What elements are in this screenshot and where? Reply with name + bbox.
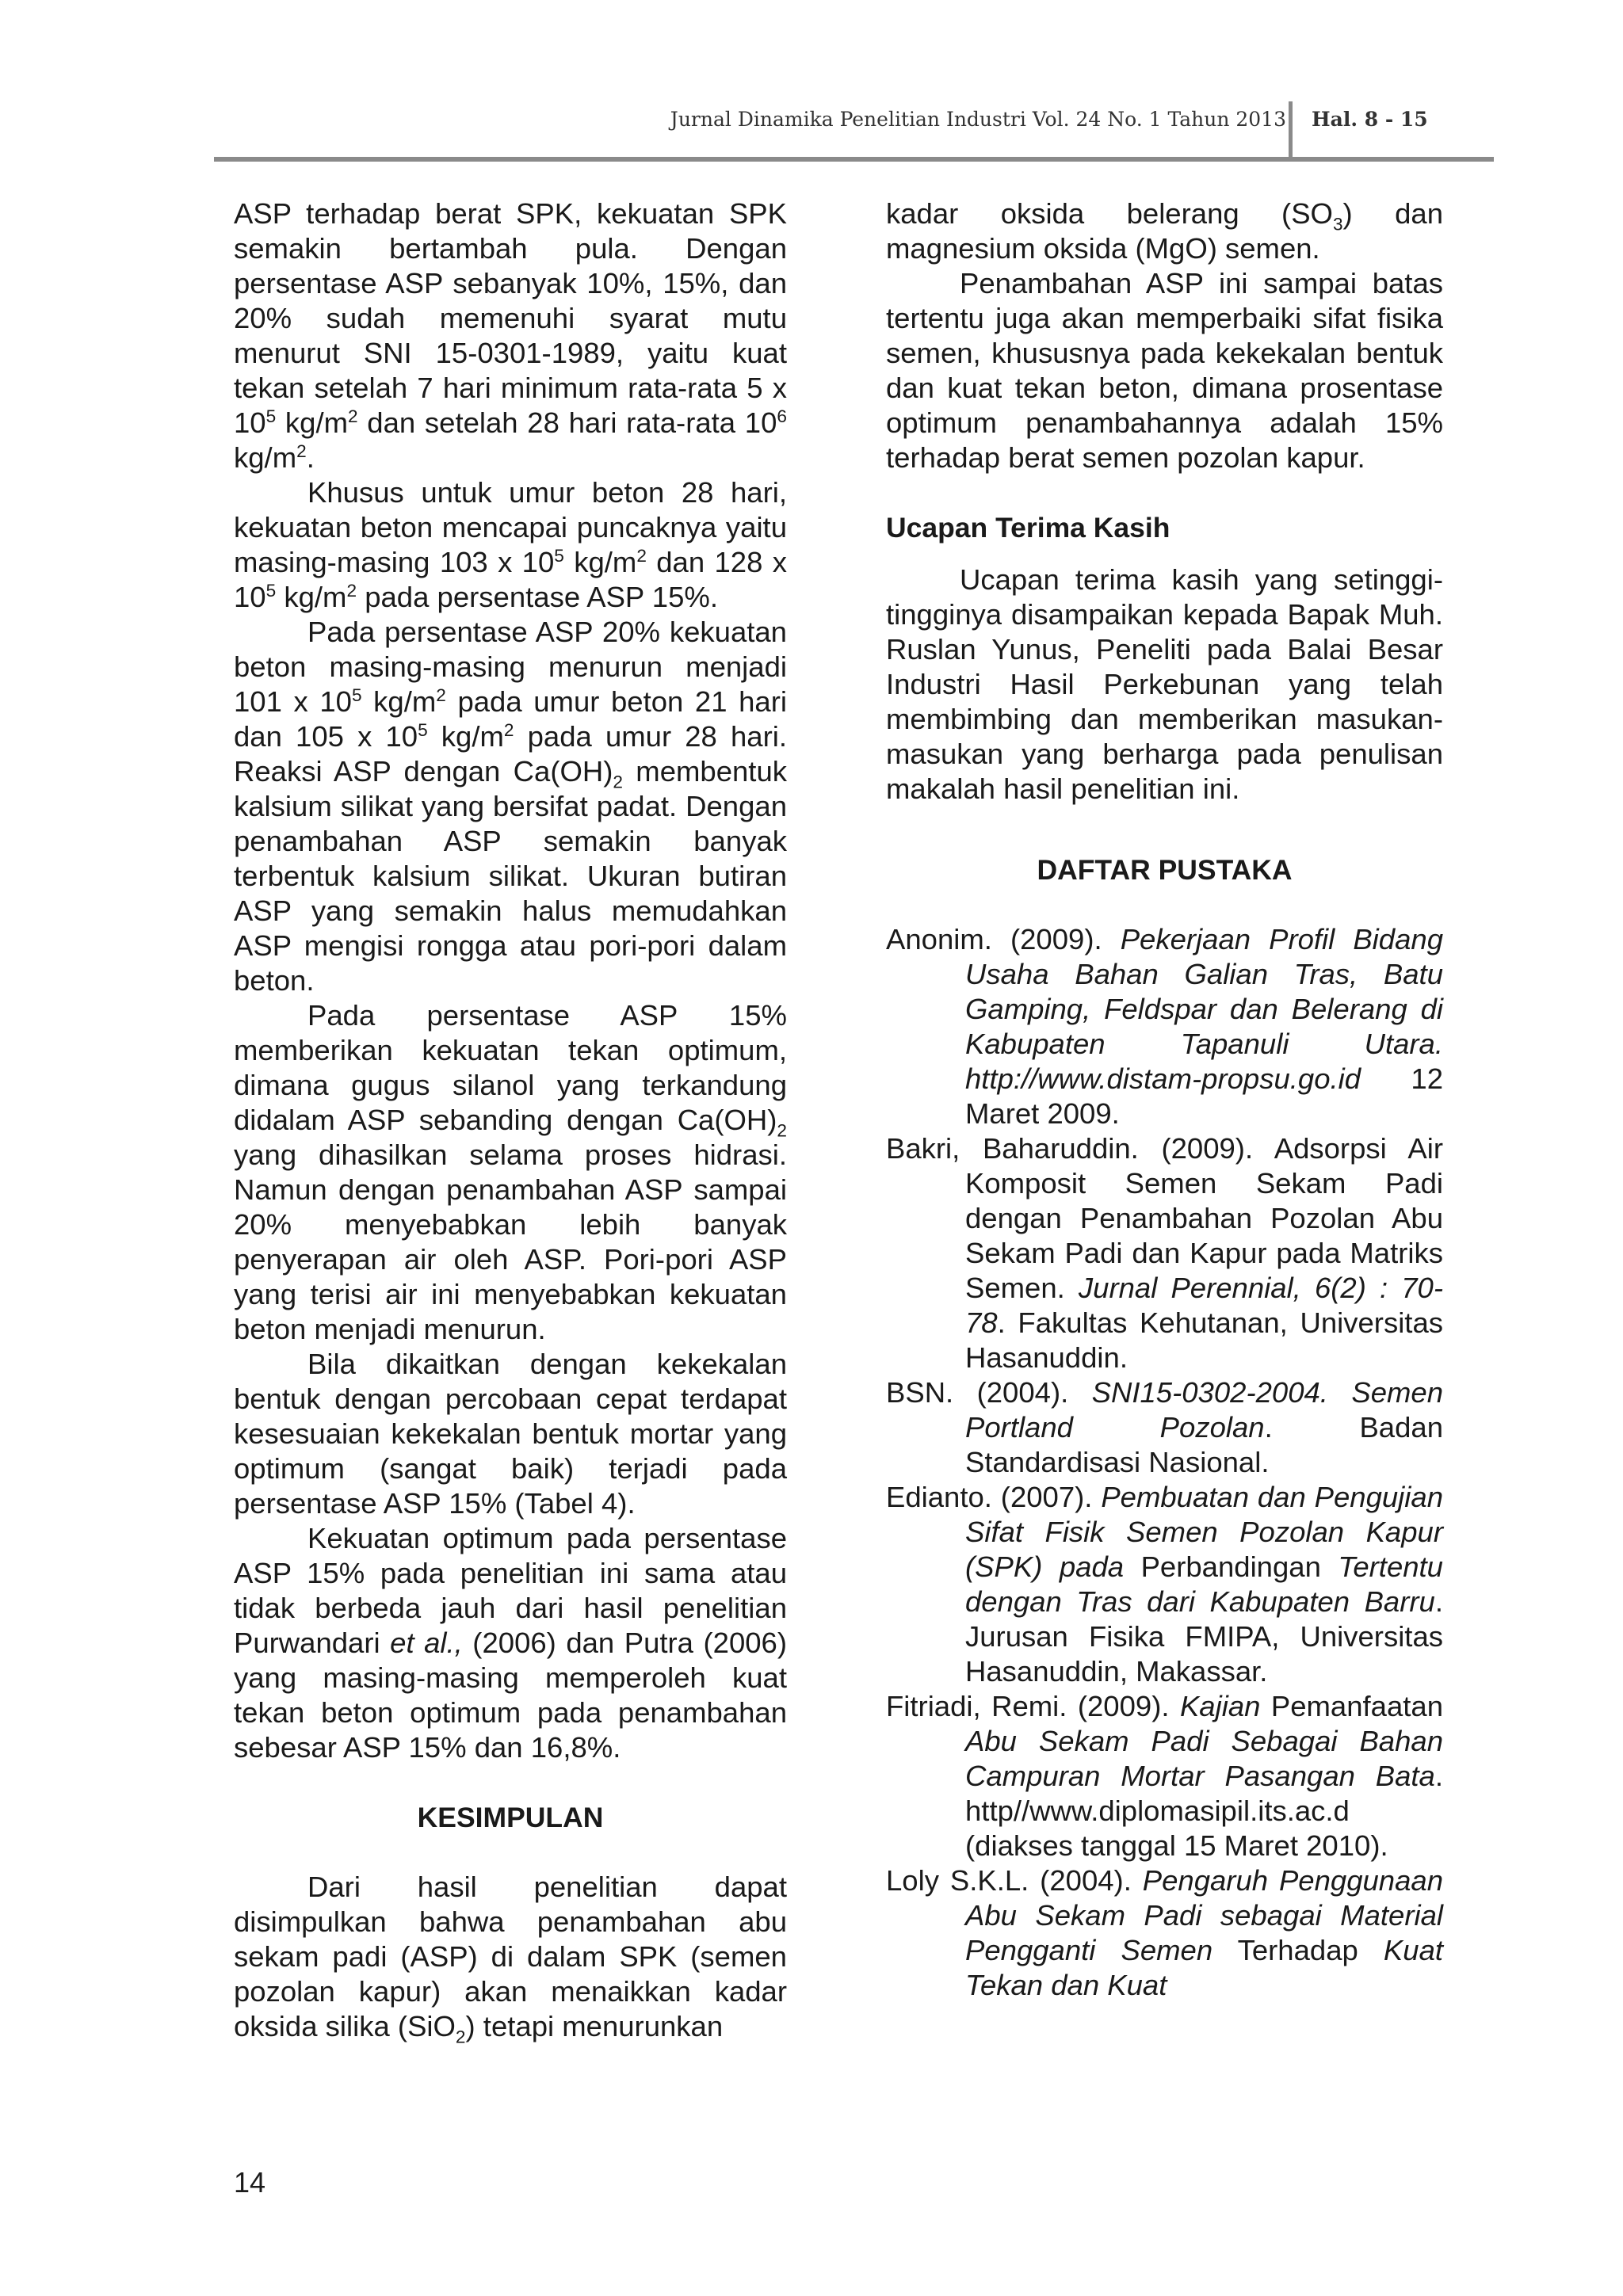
page-range: Hal. 8 - 15 xyxy=(1312,108,1428,131)
reference-item: Edianto. (2007). Pembuatan dan Pengujian Sifat Fisik Semen Pozolan Kapur (SPK) pada Perbandingan Tertentu dengan Tras dari Kabupaten Barru. Jurusan Fisika FMIPA, Universitas Hasanuddin, Makassar. xyxy=(886,1481,1443,1688)
paragraph: Khusus untuk umur beton 28 hari, kekuatan beton mencapai puncaknya yaitu masing-masing 103 x $10^5$ $kg/m^2$ dan 128 x $10^5$ $kg/m^2$ pada persentase ASP 15%. xyxy=(234,476,787,613)
paragraph: Penambahan ASP ini sampai batas tertentu juga akan memperbaiki sifat fisika semen, khususnya pada kekekalan bentuk dan kuat tekan beton, dimana prosentase optimum penambahannya adalah 15% terhadap berat semen pozolan kapur. xyxy=(886,267,1443,474)
journal-title: Jurnal Dinamika Penelitian Industri Vol. 24 No. 1 Tahun 2013 xyxy=(670,108,1286,131)
left-column xyxy=(234,196,788,2047)
reference-item: Anonim. (2009). Pekerjaan Profil Bidang Usaha Bahan Galian Tras, Batu Gamping, Feldspar dan Belerang di Kabupaten Tapanuli Utara. http://www.distam-propsu.go.id 12 Maret 2009. xyxy=(886,923,1443,1130)
right-column xyxy=(886,196,1443,2003)
page-number: 14 xyxy=(234,2166,266,2199)
paragraph: Pada persentase ASP 20% kekuatan beton masing-masing menurun menjadi 101 x $10^5$ $kg/m^2$ pada umur beton 21 hari dan 105 x $10^5$ $kg/m^2$ pada umur 28 hari. Reaksi ASP dengan $Ca(OH)_2$ membentuk kalsium silikat yang bersifat padat. Dengan penambahan ASP semakin banyak terbentuk kalsium silikat. Ukuran butiran ASP yang semakin halus memudahkan ASP mengisi rongga atau pori-pori dalam beton. xyxy=(234,616,787,997)
section-heading-daftar-pustaka: DAFTAR PUSTAKA xyxy=(1037,854,1293,886)
reference-item: Bakri, Baharuddin. (2009). Adsorpsi Air Komposit Semen Sekam Padi dengan Penambahan Pozolan Abu Sekam Padi dan Kapur pada Matriks Semen. Jurnal Perennial, 6(2) : 70-78. Fakultas Kehutanan, Universitas Hasanuddin. xyxy=(886,1132,1443,1374)
section-heading-ucapan-terima-kasih: Ucapan Terima Kasih xyxy=(886,512,1170,543)
reference-item: BSN. (2004). SNI15-0302-2004. Semen Portland Pozolan. Badan Standardisasi Nasional. xyxy=(886,1376,1443,1478)
paragraph: Kekuatan optimum pada persentase ASP 15% pada penelitian ini sama atau tidak berbeda jauh dari hasil penelitian Purwandari et al., (2006) dan Putra (2006) yang masing-masing memperoleh kuat tekan beton optimum pada penambahan sebesar ASP 15% dan 16,8%. xyxy=(234,1522,788,1764)
running-header xyxy=(214,101,1494,165)
reference-item: Fitriadi, Remi. (2009). Kajian Pemanfaatan Abu Sekam Padi Sebagai Bahan Campuran Mortar Pasangan Bata. http//www.diplomasipil.its.ac.d (diakses tanggal 15 Maret 2010). xyxy=(886,1690,1443,1862)
paragraph: Ucapan terima kasih yang setinggi-tingginya disampaikan kepada Bapak Muh. Ruslan Yunus, Peneliti pada Balai Besar Industri Hasil Perkebunan yang telah membimbing dan memberikan masukan-masukan yang berharga pada penulisan makalah hasil penelitian ini. xyxy=(886,563,1443,805)
paragraph: kadar oksida belerang $(SO_3)$ dan magnesium oksida (MgO) semen. xyxy=(886,197,1443,265)
paragraph: Pada persentase ASP 15% memberikan kekuatan tekan optimum, dimana gugus silanol yang terkandung didalam ASP sebanding dengan $Ca(OH)_2$ yang dihasilkan selama proses hidrasi. Namun dengan penambahan ASP sampai 20% menyebabkan lebih banyak penyerapan air oleh ASP. Pori-pori ASP yang terisi air ini menyebabkan kekuatan beton menjadi menurun. xyxy=(234,999,787,1345)
header-divider xyxy=(1289,101,1293,161)
paragraph: Bila dikaitkan dengan kekekalan bentuk dengan percobaan cepat terdapat kesesuaian kekekalan bentuk mortar yang optimum (sangat baik) terjadi pada persentase ASP 15% (Tabel 4). xyxy=(234,1348,787,1520)
header-rule xyxy=(214,157,1494,162)
reference-item: Loly S.K.L. (2004). Pengaruh Penggunaan Abu Sekam Padi sebagai Material Pengganti Semen Terhadap Kuat Tekan dan Kuat xyxy=(886,1864,1444,2001)
section-heading-kesimpulan: KESIMPULAN xyxy=(417,1802,604,1833)
paragraph: Dari hasil penelitian dapat disimpulkan bahwa penambahan abu sekam padi (ASP) di dalam SPK (semen pozolan kapur) akan menaikkan kadar oksida silika (SiO$_2$) tetapi menurunkan xyxy=(234,1871,787,2047)
paragraph: ASP terhadap berat SPK, kekuatan SPK semakin bertambah pula. Dengan persentase ASP sebanyak 10%, 15%, dan 20% sudah memenuhi syarat mutu menurut SNI 15-0301-1989, yaitu kuat tekan setelah 7 hari minimum rata-rata 5 x $10^5$ $kg/m^2$ dan setelah 28 hari rata-rata $10^6$ $kg/m^2$. xyxy=(234,197,787,474)
